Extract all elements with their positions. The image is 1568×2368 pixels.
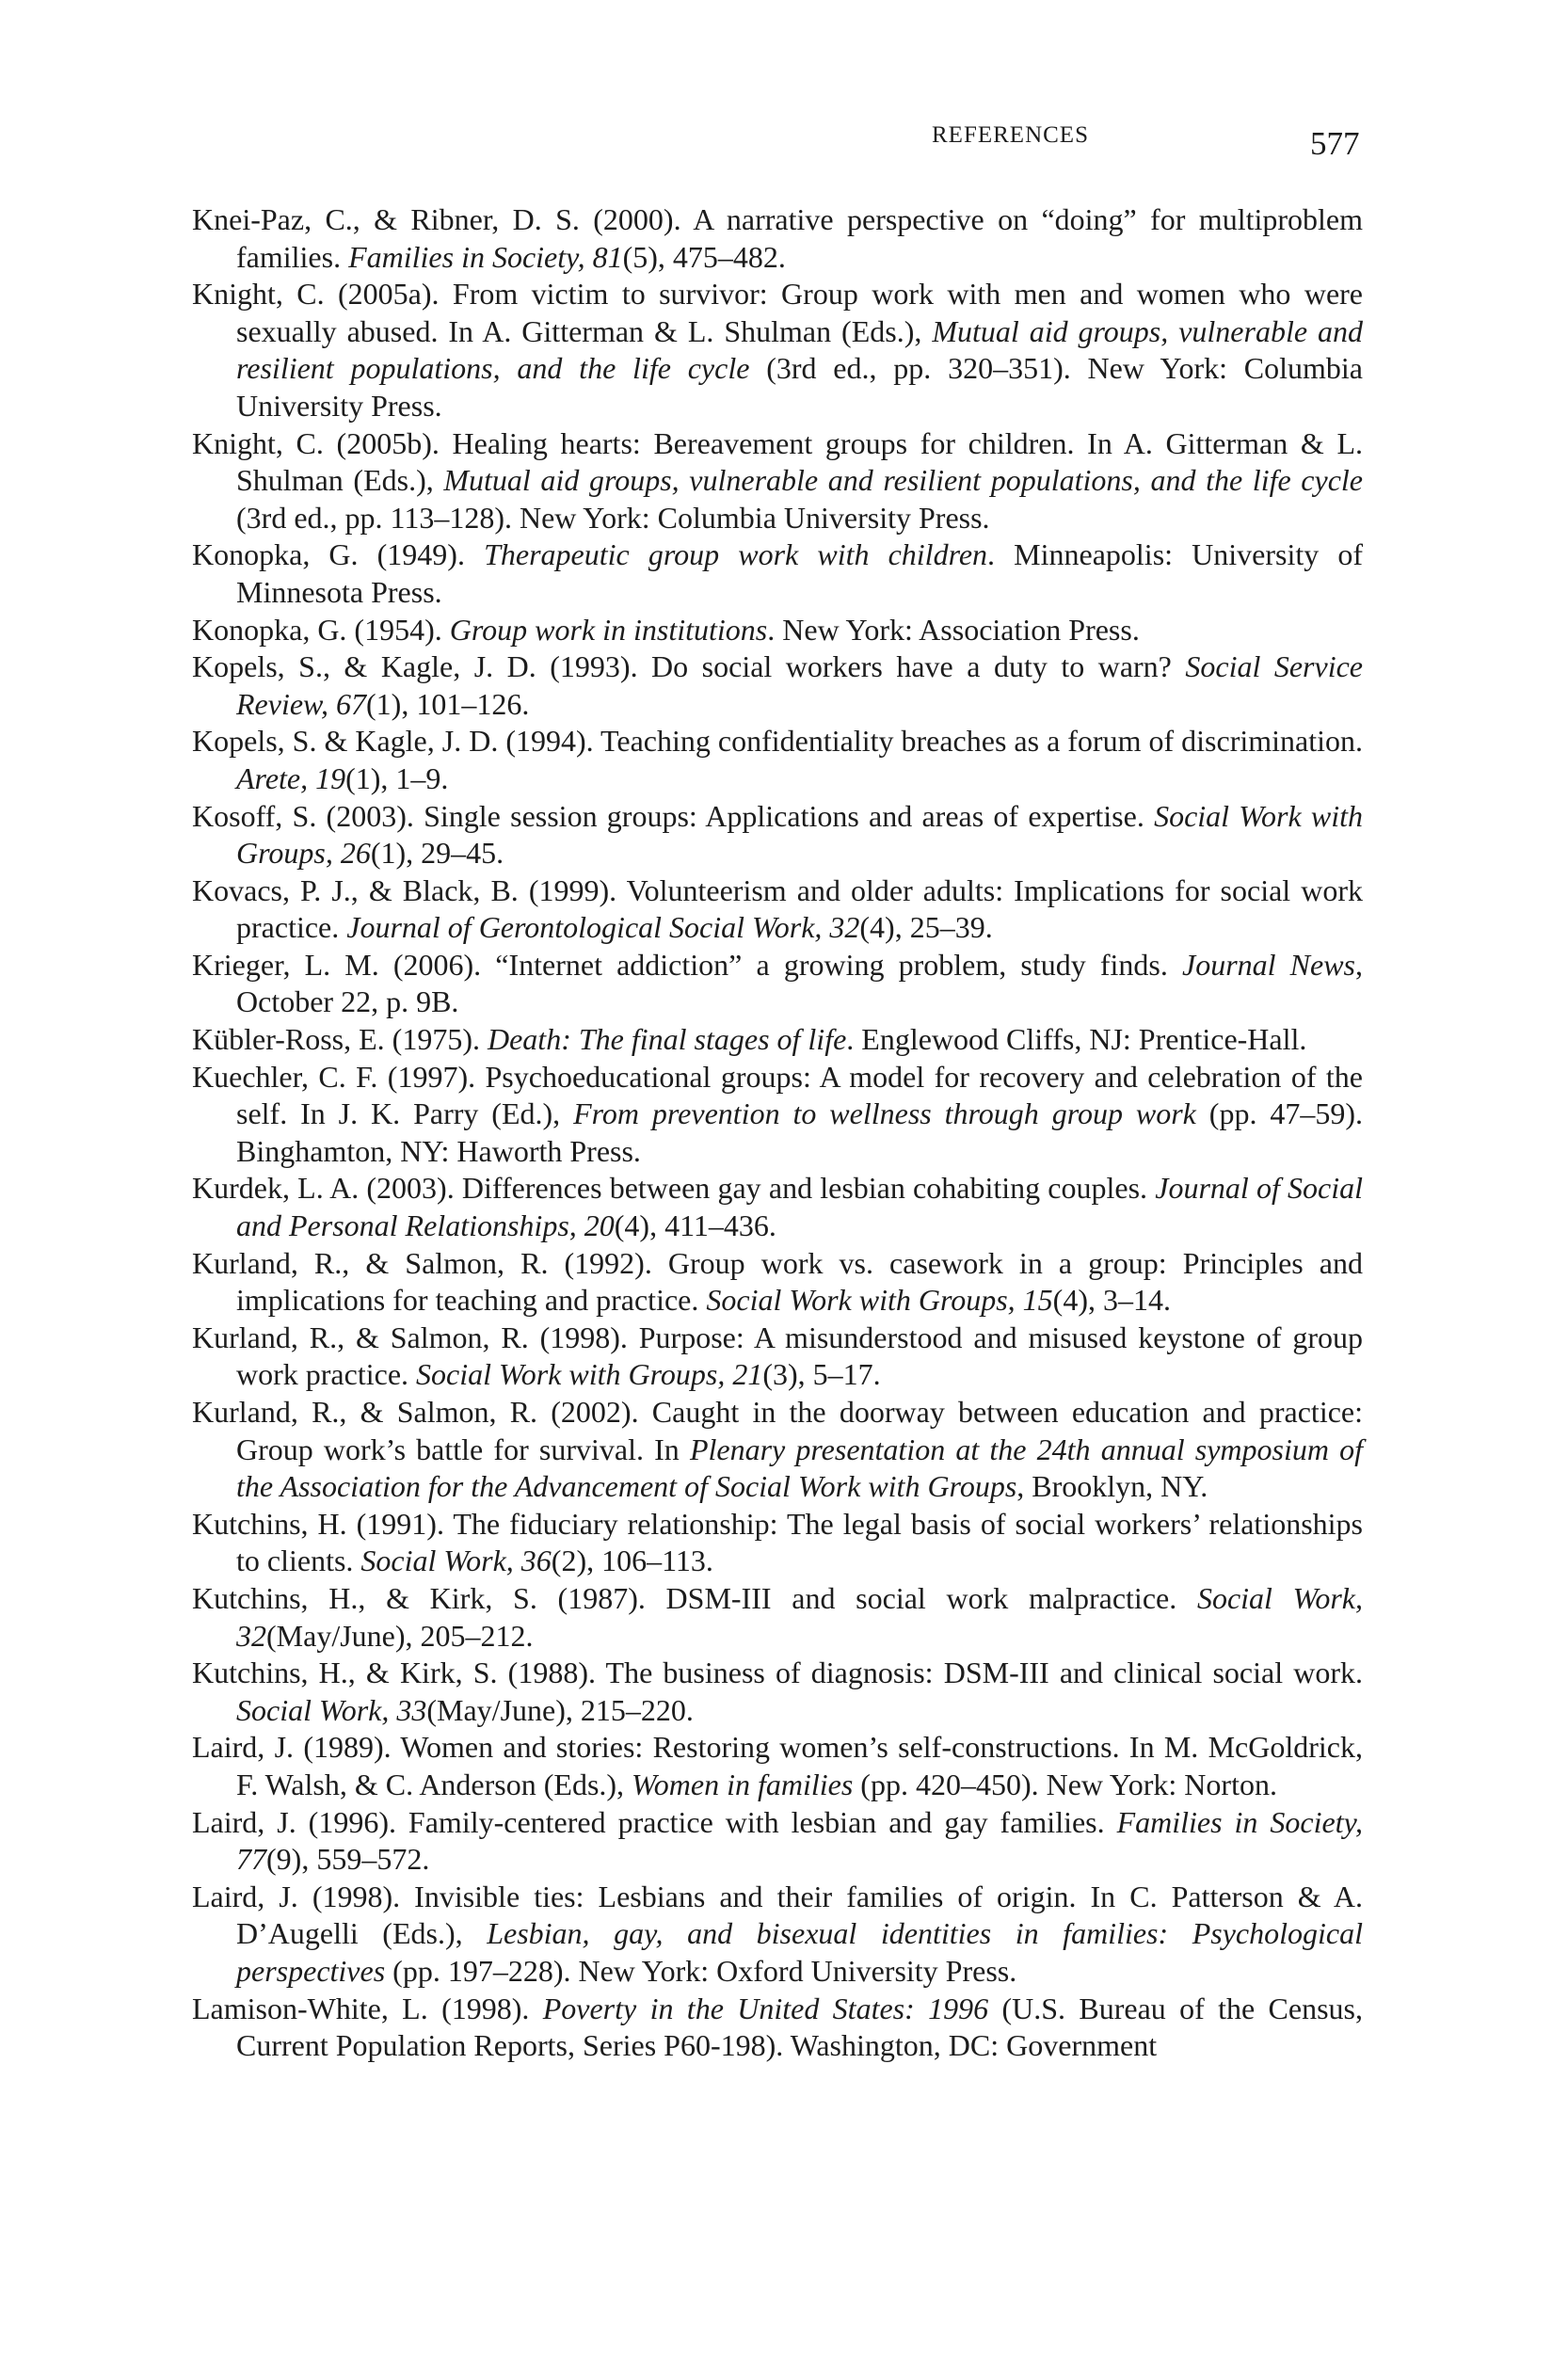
- reference-entry: Krieger, L. M. (2006). “Internet addiction” a growing problem, study finds. Journal News, October 22, p. 9B.: [192, 947, 1364, 1019]
- reference-entry: Laird, J. (1989). Women and stories: Restoring women’s self-constructions. In M. McGoldrick, F. Walsh, & C. Anderson (Eds.), Women in families (pp. 420–450). New York: Norton.: [192, 1730, 1363, 1801]
- reference-entry: Kopels, S., & Kagle, J. D. (1993). Do social workers have a duty to warn? Social Service Review, 67(1), 101–126.: [192, 649, 1364, 721]
- reference-entry: Knei-Paz, C., & Ribner, D. S. (2000). A narrative perspective on “doing” for multiproblem families. Families in Society, 81(5), 475–482.: [192, 202, 1363, 274]
- reference-entry: Kutchins, H. (1991). The fiduciary relationship: The legal basis of social workers’ relationships to clients. Social Work, 36(2), 106–113.: [192, 1506, 1363, 1578]
- reference-entry: Konopka, G. (1949). Therapeutic group work with children. Minneapolis: University of Minnesota Press.: [192, 537, 1364, 609]
- reference-entry: Knight, C. (2005b). Healing hearts: Bereavement groups for children. In A. Gitterman & L. Shulman (Eds.), Mutual aid groups, vulnerable and resilient populations, and the life cycle (3rd ed., pp. 113–128). New York: Columbia University Press.: [192, 425, 1364, 535]
- running-head: REFERENCES: [932, 122, 1089, 148]
- reference-entry: Kuechler, C. F. (1997). Psychoeducational groups: A model for recovery and celebration of the self. In J. K. Parry (Ed.), From prevention to wellness through group work (pp. 47–59). Binghamton, NY: Haworth Press.: [192, 1059, 1364, 1168]
- reference-entry: Kutchins, H., & Kirk, S. (1988). The business of diagnosis: DSM-III and clinical social work. Social Work, 33(May/June), 215–220.: [192, 1656, 1363, 1727]
- reference-entry: Knight, C. (2005a). From victim to survivor: Group work with men and women who were sexually abused. In A. Gitterman & L. Shulman (Eds.), Mutual aid groups, vulnerable and resilient populations, and the life cycle (3rd ed., pp. 320–351). New York: Columbia University Press.: [192, 277, 1364, 423]
- reference-entry: Kurland, R., & Salmon, R. (1998). Purpose: A misunderstood and misused keystone of group work practice. Social Work with Groups, 21(3), 5–17.: [192, 1320, 1363, 1392]
- reference-entry: Kutchins, H., & Kirk, S. (1987). DSM-III and social work malpractice. Social Work, 32(May/June), 205–212.: [192, 1580, 1364, 1653]
- reference-entry: Kopels, S. & Kagle, J. D. (1994). Teaching confidentiality breaches as a forum of discrimination. Arete, 19(1), 1–9.: [192, 724, 1363, 795]
- reference-entry: Kurland, R., & Salmon, R. (2002). Caught in the doorway between education and practice: Group work’s battle for survival. In Plenary presentation at the 24th annual symposium of the Association for the Advancement of Social Work with Groups, Brooklyn, NY.: [192, 1395, 1364, 1504]
- reference-entry: Laird, J. (1996). Family-centered practice with lesbian and gay families. Families in Society, 77(9), 559–572.: [192, 1804, 1364, 1877]
- reference-entry: Laird, J. (1998). Invisible ties: Lesbians and their families of origin. In C. Patterson & A. D’Augelli (Eds.), Lesbian, gay, and bisexual identities in families: Psychological perspectives (pp. 197–228). New York: Oxford University Press.: [192, 1879, 1364, 1988]
- reference-entry: Kübler-Ross, E. (1975). Death: The final stages of life. Englewood Cliffs, NJ: Prentice-Hall.: [192, 1022, 1307, 1057]
- reference-entry: Kovacs, P. J., & Black, B. (1999). Volunteerism and older adults: Implications for social work practice. Journal of Gerontological Social Work, 32(4), 25–39.: [192, 872, 1363, 945]
- reference-entry: Kosoff, S. (2003). Single session groups: Applications and areas of expertise. Social Work with Groups, 26(1), 29–45.: [192, 798, 1364, 871]
- reference-entry: Konopka, G. (1954). Group work in institutions. New York: Association Press.: [192, 612, 1140, 647]
- reference-entry: Lamison-White, L. (1998). Poverty in the United States: 1996 (U.S. Bureau of the Census, Current Population Reports, Series P60-198). Washington, DC: Government: [192, 1991, 1363, 2063]
- reference-entry: Kurdek, L. A. (2003). Differences between gay and lesbian cohabiting couples. Journal of Social and Personal Relationships, 20(4), 411–436.: [192, 1171, 1364, 1243]
- reference-list: [192, 201, 1363, 2065]
- reference-entry: Kurland, R., & Salmon, R. (1992). Group work vs. casework in a group: Principles and implications for teaching and practice. Social Work with Groups, 15(4), 3–14.: [192, 1245, 1363, 1318]
- page-number: 577: [1310, 125, 1360, 162]
